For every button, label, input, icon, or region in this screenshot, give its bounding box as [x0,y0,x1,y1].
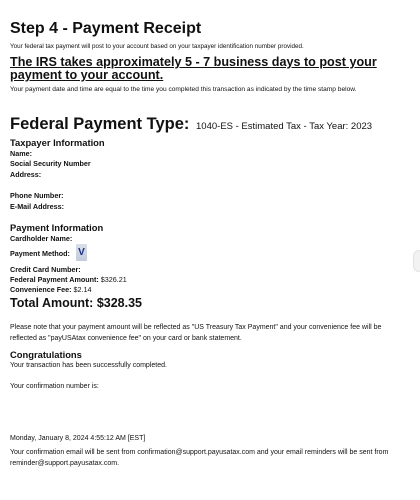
taxpayer-info-heading: Taxpayer Information [10,137,105,148]
transaction-timestamp: Monday, January 8, 2024 4:55:12 AM [EST] [10,435,146,442]
email-sender-note: Your confirmation email will be sent from confirmation@support.payusatax.com and your email reminders will be sent from reminder@support.payusatax.com. [10,449,389,467]
phone-label: Phone Number: [10,191,64,200]
confirmation-number-label: Your confirmation number is: [10,383,99,390]
card-number-label: Credit Card Number: [10,265,81,274]
success-message: Your transaction has been successfully completed. [10,362,167,369]
side-panel-handle[interactable] [413,250,420,272]
total-amount-row [10,296,142,310]
statement-note: Please note that your payment amount will be reflected as "US Treasury Tax Payment" and your convenience fee will be reflected as "payUSAtax convenience fee" on your card or bank statement. [10,324,382,342]
federal-payment-type-label: Federal Payment Type: [10,115,190,133]
intro-text: Your federal tax payment will post to your account based on your taxpayer identification number provided. [10,43,304,50]
federal-payment-type-value: 1040-ES - Estimated Tax - Tax Year: 2023 [196,121,373,132]
page-title: Step 4 - Payment Receipt [10,20,202,37]
federal-amount-row [10,275,127,284]
email-label: E-Mail Address: [10,202,65,211]
address-label: Address: [10,170,42,179]
federal-amount-value: $326.21 [100,275,127,284]
visa-card-icon: V [76,244,87,261]
convenience-fee-value: $2.14 [73,285,92,294]
federal-amount-label: Federal Payment Amount: [10,275,99,284]
convenience-fee-row [10,285,92,294]
convenience-fee-label: Convenience Fee: [10,285,72,294]
total-amount-label: Total Amount: [10,296,94,310]
congrats-heading: Congratulations [10,349,82,360]
timestamp-note: Your payment date and time are equal to the time you completed this transaction as indicated by the time stamp below. [10,86,357,93]
irs-posting-heading: The IRS takes approximately 5 - 7 business days to post your payment to your account. [10,55,377,82]
cardholder-label: Cardholder Name: [10,234,73,243]
ssn-label: Social Security Number [10,159,91,168]
payment-method-label: Payment Method: [10,249,70,258]
federal-payment-type [10,115,372,134]
taxpayer-name-label: Name: [10,149,32,158]
payment-info-heading: Payment Information [10,222,104,233]
total-amount-value: $328.35 [96,296,142,310]
